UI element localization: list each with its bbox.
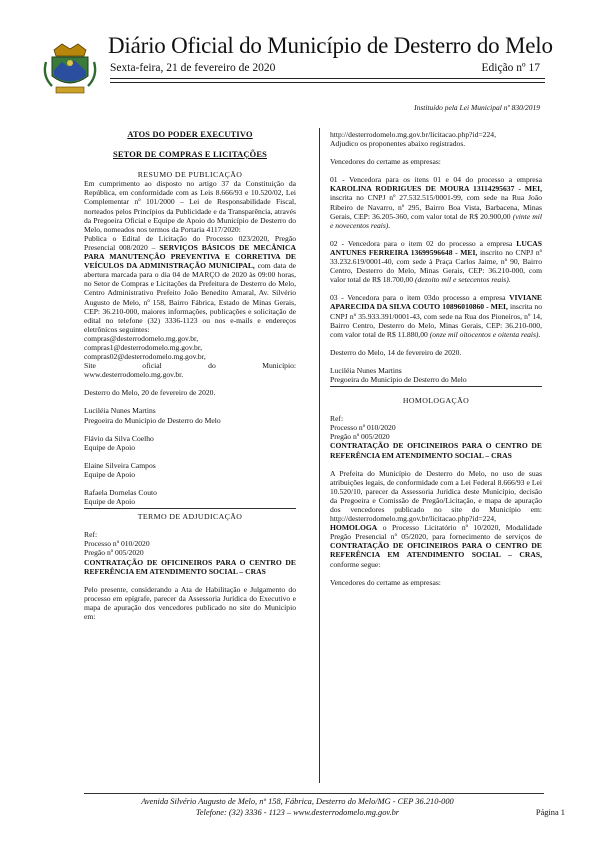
winner-1-details: inscrita no CNPJ nº 27.532.515/0001-99, com sede na Rua João Ribeiro de Navarro, nº 295, Bairro Boa Vista, Barbacena, Minas Gerais, CEP: 36.205-360, com valor total de R$ 20.900,00 bbox=[330, 193, 542, 221]
winner-item-2 bbox=[330, 239, 542, 284]
institution-note: Instituído pela Lei Municipal nº 830/2019 bbox=[414, 103, 540, 112]
site-label: Site oficial do Município: bbox=[84, 361, 296, 371]
winner-3-name: VIVIANE APARECIDA DA SILVA COUTO 10896010860 - MEI, bbox=[330, 293, 542, 312]
column-divider bbox=[319, 128, 320, 783]
winner-item-1 bbox=[330, 175, 542, 230]
page-number: Página 1 bbox=[535, 808, 565, 817]
winner-1-amount-words: (vinte mil e novecentos reais). bbox=[330, 211, 542, 230]
signature-date: Desterro do Melo, 20 de fevereiro de 2020. bbox=[84, 388, 216, 398]
edition-number: Edição nº 17 bbox=[481, 62, 540, 74]
newspaper-title: Diário Oficial do Município de Desterro do Melo bbox=[108, 33, 553, 58]
email-link-1[interactable]: compras@desterrodomelo.mg.gov.br, bbox=[84, 333, 199, 343]
signer-role-right: Pregoeira do Município de Desterro do Melo bbox=[330, 374, 467, 384]
process-number-right: Processo nº 010/2020 bbox=[330, 423, 396, 433]
auction-number-right: Pregão nº 005/2020 bbox=[330, 432, 390, 442]
section-title-purchasing: SETOR DE COMPRAS E LICITAÇÕES bbox=[113, 150, 267, 160]
summary-heading: RESUMO DE PUBLICAÇÃO bbox=[137, 170, 243, 180]
adjudication-heading: TERMO DE ADJUDICAÇÃO bbox=[137, 512, 243, 522]
publication-object: SERVIÇOS BÁSICOS DE MECÂNICA PARA MANUTENÇÃO PREVENTIVA E CORRETIVA DE VEÍCULOS DA ADMINISTRAÇÃO MUNICIPAL, bbox=[84, 242, 296, 271]
winner-3-lead: 03 - Vencedora para o item 03do processo a empresa bbox=[330, 293, 506, 303]
signer-name-support-1: Flávio da Silva Coelho bbox=[84, 433, 154, 443]
section-title-executive: ATOS DO PODER EXECUTIVO bbox=[127, 130, 253, 139]
signer-name-support-3: Rafaela Dornelas Couto bbox=[84, 488, 157, 497]
contract-object-right: CONTRATAÇÃO DE OFICINEIROS PARA O CENTRO DE REFERÊNCIA EM ATENDIMENTO SOCIAL – CRAS bbox=[330, 441, 542, 460]
footer-contact: Telefone: (32) 3336 - 1123 – www.desterrodomelo.mg.gov.br bbox=[195, 808, 400, 817]
winner-1-lead: 01 - Vencedora para os itens 01 e 04 do processo a empresa bbox=[330, 175, 542, 185]
winners-heading: Vencedores do certame as empresas: bbox=[330, 157, 441, 167]
winner-2-lead: 02 - Vencedora para o item 02 do processo a empresa bbox=[330, 238, 513, 248]
municipal-coat-of-arms-logo bbox=[40, 40, 100, 98]
footer-address: Avenida Silvério Augusto de Melo, nº 158, Fábrica, Desterro do Melo/MG - CEP 36.210-000 bbox=[141, 797, 454, 806]
publication-notice bbox=[84, 234, 296, 334]
homologation-heading: HOMOLOGAÇÃO bbox=[402, 396, 470, 406]
ref-label: Ref: bbox=[84, 530, 98, 540]
signer-name-support-2: Elaine Silveira Campos bbox=[84, 460, 156, 470]
left-column bbox=[84, 130, 296, 621]
winner-3-details: inscrita no CNPJ nº 35.933.391/0001-43, com sede na Rua dos Pioneiros, nº 14, Bairro Centro, Desterro do Melo, Minas Gerais, CEP: 36.210-000, com valor total de R$ 11.880,00 bbox=[330, 302, 542, 339]
publication-details: com data de abertura marcada para o dia 04 de MARÇO de 2020 às 09:00 horas, no Setor de Compras e Licitações da Prefeitura de Desterro do Melo, Centro Administrativo Prefeito João Benedito Amaral, Av. Silvério Augusto de Melo, nº 158, Bairro Fábrica, Estado de Minas Gerais, CEP: 36.210-000, maiores informações, publicações e solicitação de edital no telefone (32) 3336-1123 ou nos e-mails e endereços eletrônicos seguintes: bbox=[84, 261, 296, 334]
winner-item-3 bbox=[330, 293, 542, 338]
signer-name-pregoeira: Luciléia Nunes Martins bbox=[84, 406, 156, 416]
homologation-body bbox=[330, 469, 542, 569]
process-number: Processo nº 010/2020 bbox=[84, 539, 150, 549]
right-column bbox=[330, 130, 542, 587]
signer-role-support-3: Equipe de Apoio bbox=[84, 497, 136, 507]
signer-role-support-1: Equipe de Apoio bbox=[84, 442, 136, 452]
adjudication-body: Pelo presente, considerando a Ata de Habilitação e Julgamento do processo em epígrafe, parecer da Assessoria Jurídica do Executivo e mapa de apuração dos vencedores publicado no site do Município em: bbox=[84, 584, 296, 622]
homologation-intro: A Prefeita do Município de Desterro do Melo, no uso de suas atribuições legais, de conformidade com a Lei Federal 8.666/93 e Lei 10.520/10, parecer da Assessoria Jurídica deste Município, decisão da Pregoeira e Comissão de Pregão/Licitação, e mapa de apuração dos vencedores publicado no site do Município em: http://desterrodomelo.mg.gov.br/licitacao.php?id=224, bbox=[330, 468, 542, 524]
signature-date-right: Desterro do Melo, 14 de fevereiro de 2020. bbox=[330, 347, 462, 357]
winner-1-name: KAROLINA RODRIGUES DE MOURA 13114295637 - MEI, bbox=[330, 184, 542, 194]
site-link[interactable]: www.desterrodomelo.mg.gov.br. bbox=[84, 370, 184, 380]
contract-object: CONTRATAÇÃO DE OFICINEIROS PARA O CENTRO DE REFERÊNCIA EM ATENDIMENTO SOCIAL – CRAS bbox=[84, 557, 296, 576]
ref-label-right: Ref: bbox=[330, 414, 344, 424]
email-link-3[interactable]: compras02@desterrodomelo.mg.gov.br, bbox=[84, 352, 206, 362]
winner-2-amount-words: (dezoito mil e setecentos reais). bbox=[415, 275, 511, 285]
homologation-tail: conforme segue: bbox=[330, 559, 381, 569]
issue-date: Sexta-feira, 21 de fevereiro de 2020 bbox=[110, 62, 276, 74]
footer-rule bbox=[84, 793, 544, 794]
email-link-2[interactable]: compras1@desterrodomelo.mg.gov.br, bbox=[84, 342, 202, 352]
section-separator bbox=[84, 508, 296, 509]
header-rule bbox=[110, 78, 545, 79]
winner-2-name: LUCAS ANTUNES FERREIRA 13699596648 - MEI, bbox=[330, 238, 542, 257]
publication-lead: Publica o Edital de Licitação do Processo 023/2020, Pregão Presencial 008/2020 – bbox=[84, 233, 296, 252]
homologation-object: CONTRATAÇÃO DE OFICINEIROS PARA O CENTRO DE REFERÊNCIA EM ATENDIMENTO SOCIAL – CRAS, bbox=[330, 541, 542, 560]
bidding-link[interactable]: http://desterrodomelo.mg.gov.br/licitacao.php?id=224, bbox=[330, 130, 496, 139]
header-rule-thin bbox=[110, 82, 545, 83]
auction-number: Pregão nº 005/2020 bbox=[84, 548, 144, 558]
signer-role-support-2: Equipe de Apoio bbox=[84, 469, 136, 479]
signer-name-right: Luciléia Nunes Martins bbox=[330, 365, 402, 375]
summary-body: Em cumprimento ao disposto no artigo 37 da Constituição da República, em conformidade com as Leis 8.666/93 e 10.520/02, Lei Complementar nº 101/2000 – Lei de Responsabilidade Fiscal, norteados pelos Princípios da Publicidade e da Transparência, através da Pregoeira Oficial e Equipe de Apoio do Município de Desterro do Melo, nomeados nos termos da Portaria 4117/2020: bbox=[84, 179, 296, 234]
homologation-process: o Processo Licitatório nº 10/2020, Modalidade Pregão Presencial nº 05/2020, para fornecimento de serviços de bbox=[330, 523, 542, 542]
winner-3-amount-words: (onze mil oitocentos e oitenta reais). bbox=[429, 329, 541, 339]
homologation-verb: HOMOLOGA bbox=[330, 523, 378, 533]
winners-heading-2: Vencedores do certame as empresas: bbox=[330, 577, 441, 587]
signer-role-pregoeira: Pregoeira do Município de Desterro do Melo bbox=[84, 415, 221, 425]
winner-2-details: inscrito no CNPJ nº 33.232.619/0001-40, com sede à Praça Carlos Jaime, nº 90, Bairro Centro, Desterro do Melo, Minas Gerais, CEP: 36.210-000, com valor total de R$ 18.700,00 bbox=[330, 247, 542, 285]
adjudication-statement: Adjudico os proponentes abaixo registrados. bbox=[330, 139, 466, 149]
section-separator-right bbox=[330, 386, 542, 387]
